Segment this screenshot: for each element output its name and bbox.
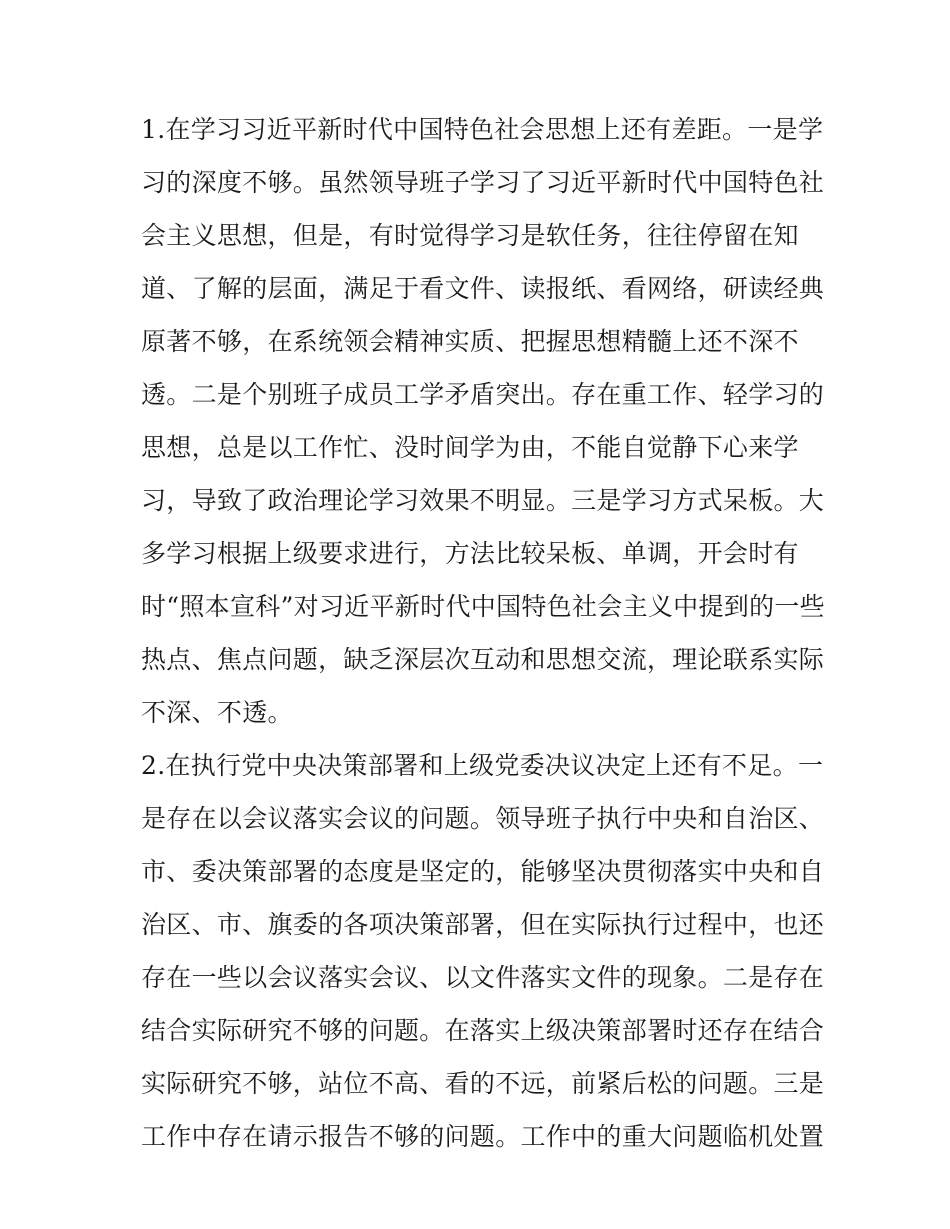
text-line: 习，导致了政治理论学习效果不明显。三是学习方式呆板。大 bbox=[141, 486, 825, 515]
text-line: 治区、市、旗委的各项决策部署，但在实际执行过程中，也还 bbox=[141, 910, 825, 939]
text-line: 存在一些以会议落实会议、以文件落实文件的现象。二是存在 bbox=[141, 963, 825, 992]
text-line: 热点、焦点问题，缺乏深层次互动和思想交流，理论联系实际 bbox=[141, 645, 825, 674]
text-line: 1.在学习习近平新时代中国特色社会思想上还有差距。一是学 bbox=[141, 115, 824, 144]
text-line: 是存在以会议落实会议的问题。领导班子执行中央和自治区、 bbox=[141, 804, 825, 833]
text-line: 2.在执行党中央决策部署和上级党委决议决定上还有不足。一 bbox=[141, 751, 824, 780]
text-line: 不深、不透。 bbox=[141, 698, 293, 727]
text-line: 会主义思想，但是，有时觉得学习是软任务，往往停留在知 bbox=[141, 221, 799, 250]
text-line: 多学习根据上级要求进行，方法比较呆板、单调，开会时有 bbox=[141, 539, 799, 568]
text-line: 时“照本宣科”对习近平新时代中国特色社会主义中提到的一些 bbox=[141, 592, 825, 621]
text-line: 原著不够，在系统领会精神实质、把握思想精髓上还不深不 bbox=[141, 327, 799, 356]
text-line: 市、委决策部署的态度是坚定的，能够坚决贯彻落实中央和自 bbox=[141, 857, 825, 886]
text-line: 工作中存在请示报告不够的问题。工作中的重大问题临机处置 bbox=[141, 1122, 825, 1151]
text-line: 透。二是个别班子成员工学矛盾突出。存在重工作、轻学习的 bbox=[141, 380, 825, 409]
text-line: 思想，总是以工作忙、没时间学为由，不能自觉静下心来学 bbox=[141, 433, 799, 462]
text-line: 结合实际研究不够的问题。在落实上级决策部署时还存在结合 bbox=[141, 1016, 825, 1045]
text-line: 习的深度不够。虽然领导班子学习了习近平新时代中国特色社 bbox=[141, 168, 825, 197]
text-line: 实际研究不够，站位不高、看的不远，前紧后松的问题。三是 bbox=[141, 1069, 825, 1098]
text-line: 道、了解的层面，满足于看文件、读报纸、看网络，研读经典 bbox=[141, 274, 825, 303]
